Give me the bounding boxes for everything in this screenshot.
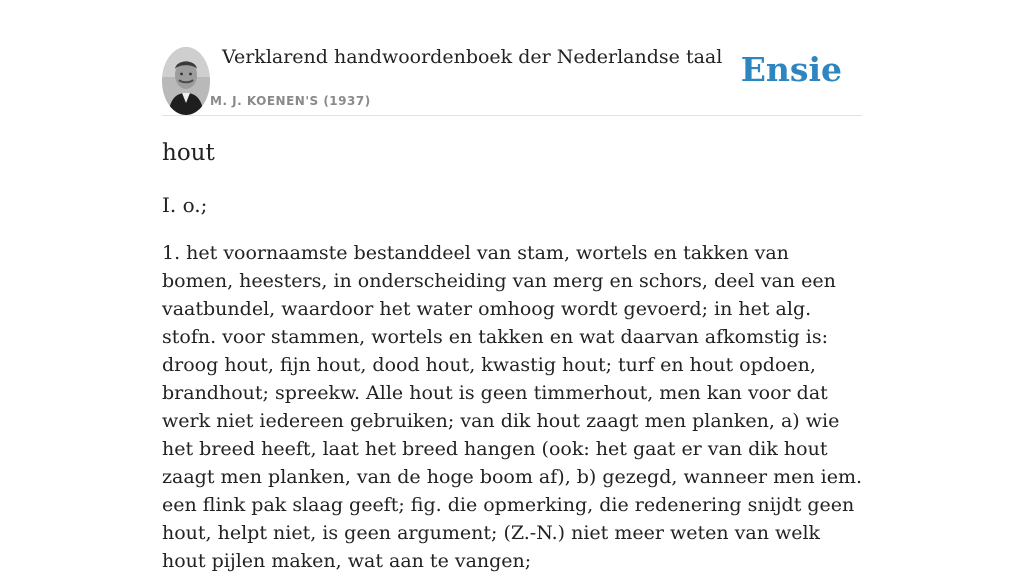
- author-portrait-icon: [162, 47, 210, 115]
- site-header: [162, 44, 862, 116]
- dictionary-subtitle: M. J. KOENEN'S (1937): [210, 94, 371, 108]
- entry-headword: hout: [162, 140, 215, 166]
- dictionary-title: Verklarend handwoordenboek der Nederlandse taal: [222, 46, 723, 68]
- brand-logo-link[interactable]: Ensie: [740, 50, 842, 89]
- entry-grammar: I. o.;: [162, 193, 208, 217]
- entry-definition: 1. het voornaamste bestanddeel van stam, wortels en takken van bomen, heesters, in onderscheiding van merg en schors, deel van een vaatbundel, waardoor het water omhoog wordt gevoerd; in het alg. stofn. voor stammen, wortels en takken en wat daarvan afkomstig is: droog hout, fijn hout, dood hout, kwastig hout; turf en hout opdoen, brandhout; spreekw. Alle hout is geen timmerhout, men kan voor dat werk niet iedereen gebruiken; van dik hout zaagt men planken, a) wie het breed heeft, laat het breed hangen (ook: het gaat er van dik hout zaagt men planken, van de hoge boom af), b) gezegd, wanneer men iem. een flink pak slaag geeft; fig. die opmerking, die redenering snijdt geen hout, helpt niet, is geen argument; (Z.-N.) niet meer weten van welk hout pijlen maken, wat aan te vangen;: [162, 242, 863, 572]
